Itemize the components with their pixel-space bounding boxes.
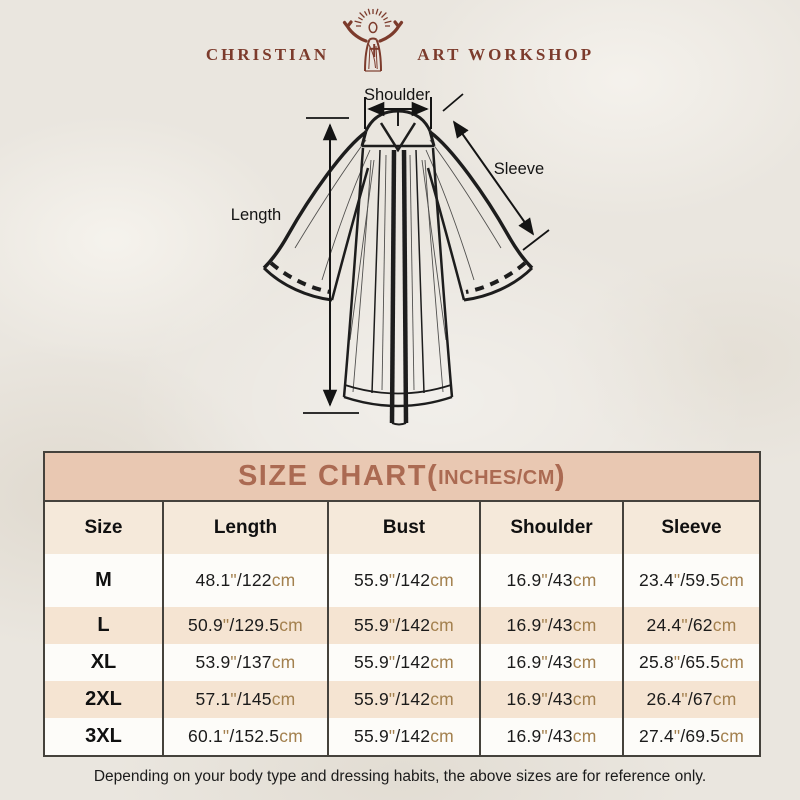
- measurement-arrows: [303, 94, 549, 413]
- length-cell: 60.1"/152.5cm: [163, 718, 328, 755]
- length-label: Length: [230, 206, 282, 224]
- shoulder-cell: 16.9"/43cm: [480, 681, 623, 718]
- table-row-m: [45, 554, 759, 607]
- sleeve-label: Sleeve: [493, 160, 545, 178]
- title-close-paren: ): [554, 460, 567, 492]
- jesus-sunburst-icon: [335, 8, 411, 74]
- col-header-shoulder: Shoulder: [480, 502, 623, 554]
- size-cell: L: [97, 614, 110, 636]
- sleeve-cell: 27.4"/69.5cm: [623, 718, 759, 755]
- size-cell: 3XL: [85, 725, 122, 747]
- reference-disclaimer: Depending on your body type and dressing habits, the above sizes are for reference only.: [93, 768, 707, 785]
- sleeve-cell: 26.4"/67cm: [623, 681, 759, 718]
- length-cell: 57.1"/145cm: [163, 681, 328, 718]
- shoulder-cell: 16.9"/43cm: [480, 554, 623, 607]
- bust-cell: 55.9"/142cm: [328, 681, 480, 718]
- size-chart: [43, 451, 761, 757]
- size-table: [45, 502, 759, 755]
- brand-logo: [0, 8, 800, 74]
- col-header-size: Size: [84, 517, 123, 538]
- table-row-3xl: [45, 718, 759, 755]
- size-chart-title: [45, 453, 759, 502]
- table-row-2xl: [45, 681, 759, 718]
- title-main: SIZE CHART: [237, 460, 427, 492]
- sleeve-cell: 25.8"/65.5cm: [623, 644, 759, 681]
- table-row-l: [45, 607, 759, 644]
- bust-cell: 55.9"/142cm: [328, 718, 480, 755]
- robe-outline: [264, 111, 532, 425]
- sleeve-cell: 23.4"/59.5cm: [623, 554, 759, 607]
- col-header-bust: Bust: [328, 502, 480, 554]
- length-cell: 53.9"/137cm: [163, 644, 328, 681]
- shoulder-label: Shoulder: [363, 86, 431, 104]
- size-cell: M: [95, 569, 112, 591]
- col-header-length: Length: [163, 502, 328, 554]
- shoulder-cell: 16.9"/43cm: [480, 644, 623, 681]
- title-units: INCHES/CM: [438, 467, 555, 489]
- bust-cell: 55.9"/142cm: [328, 607, 480, 644]
- bust-cell: 55.9"/142cm: [328, 644, 480, 681]
- length-cell: 48.1"/122cm: [163, 554, 328, 607]
- title-open-paren: (: [426, 460, 439, 492]
- size-cell: XL: [90, 651, 117, 673]
- col-header-sleeve: Sleeve: [623, 502, 759, 554]
- shoulder-cell: 16.9"/43cm: [480, 718, 623, 755]
- table-row-xl: [45, 644, 759, 681]
- length-cell: 50.9"/129.5cm: [163, 607, 328, 644]
- brand-name-right: ART WORKSHOP: [417, 45, 595, 64]
- table-header-row: [45, 502, 759, 554]
- bust-cell: 55.9"/142cm: [328, 554, 480, 607]
- shoulder-cell: 16.9"/43cm: [480, 607, 623, 644]
- brand-name-left: CHRISTIAN: [205, 45, 330, 64]
- sleeve-cell: 24.4"/62cm: [623, 607, 759, 644]
- size-cell: 2XL: [85, 688, 122, 710]
- robe-measurement-diagram: [0, 70, 800, 460]
